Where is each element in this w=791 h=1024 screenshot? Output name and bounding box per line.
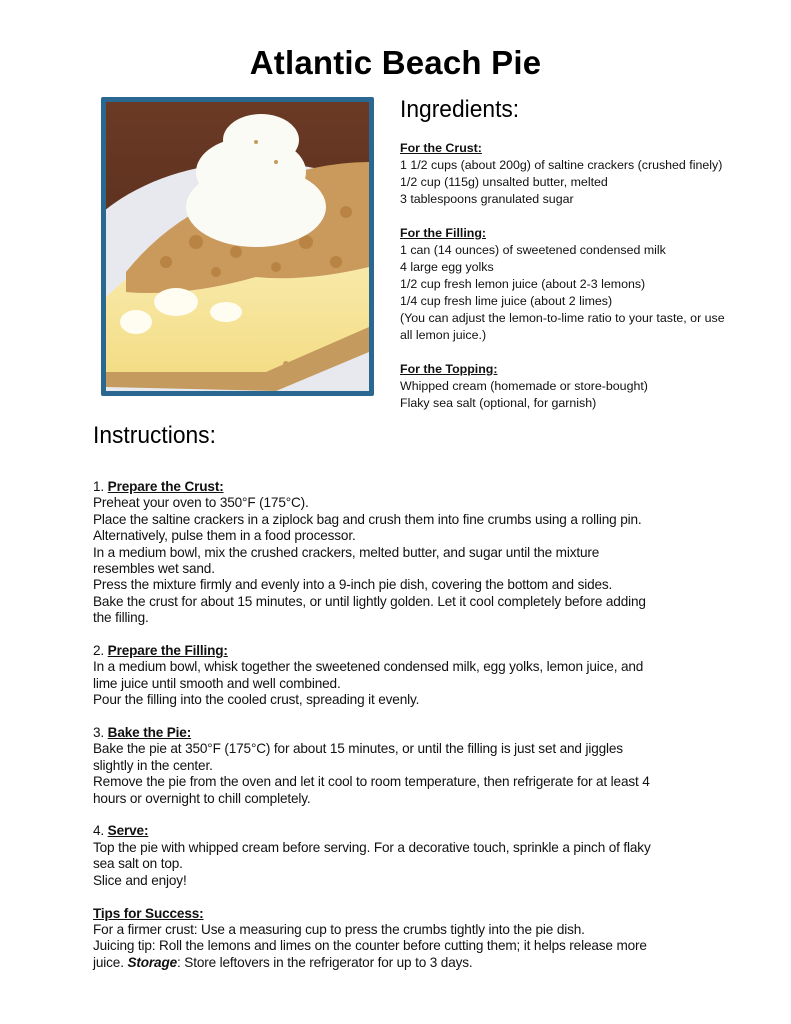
tips-section	[93, 906, 703, 972]
step-line: Press the mixture firmly and evenly into a 9-inch pie dish, covering the bottom and sides.	[93, 577, 613, 593]
step-line: Slice and enjoy!	[93, 872, 187, 888]
instructions-heading: Instructions:	[93, 422, 216, 449]
step-title: Prepare the Filling:	[107, 643, 228, 659]
tip-line: For a firmer crust: Use a measuring cup to press the crumbs tightly into the pie dish.	[93, 921, 585, 937]
ingredient-item: 1 can (14 ounces) of sweetened condensed milk	[400, 243, 666, 257]
ingredient-group-filling	[400, 225, 760, 344]
step-title: Serve:	[107, 823, 149, 839]
recipe-title: Atlantic Beach Pie	[249, 44, 542, 81]
tip-rest: : Store leftovers in the refrigerator for up to 3 days.	[177, 954, 473, 970]
step-line: the filling.	[93, 610, 149, 626]
ingredient-note: (You can adjust the lemon-to-lime ratio to your taste, or use	[400, 311, 725, 325]
ingredient-note: all lemon juice.)	[400, 328, 487, 342]
step-line: Remove the pie from the oven and let it cool to room temperature, then refrigerate for at least 4	[93, 774, 650, 790]
ingredients-heading: Ingredients:	[400, 96, 520, 123]
ingredient-item: 4 large egg yolks	[400, 260, 494, 274]
step-prepare-crust	[93, 479, 703, 627]
tip-line	[93, 955, 703, 971]
step-line: Bake the pie at 350°F (175°C) for about 15 minutes, or until the filling is just set and jiggles	[93, 741, 623, 757]
ingredient-item: 1 1/2 cups (about 200g) of saltine crackers (crushed finely)	[400, 158, 723, 172]
ingredients-list	[400, 140, 760, 429]
ingredient-item: 1/4 cup fresh lime juice (about 2 limes)	[400, 294, 613, 308]
step-bake-pie	[93, 725, 703, 807]
tip-prefix: juice.	[93, 954, 128, 970]
step-line: Place the saltine crackers in a ziplock bag and crush them into fine crumbs using a rolling pin.	[93, 511, 642, 527]
step-line: Top the pie with whipped cream before serving. For a decorative touch, sprinkle a pinch of flaky	[93, 839, 651, 855]
step-number: 3.	[93, 725, 108, 741]
ingredient-item: 3 tablespoons granulated sugar	[400, 192, 574, 206]
step-title: Prepare the Crust:	[107, 479, 224, 494]
step-line: Pour the filling into the cooled crust, spreading it evenly.	[93, 692, 420, 708]
step-line: In a medium bowl, mix the crushed crackers, melted butter, and sugar until the mixture	[93, 544, 600, 560]
step-line: Bake the crust for about 15 minutes, or until lightly golden. Let it cool completely before adding	[93, 593, 646, 609]
ingredient-item: 1/2 cup (115g) unsalted butter, melted	[400, 175, 608, 189]
pie-slice-image	[106, 102, 369, 391]
ingredient-item: 1/2 cup fresh lemon juice (about 2-3 lemons)	[400, 277, 646, 291]
step-line: In a medium bowl, whisk together the sweetened condensed milk, egg yolks, lemon juice, and	[93, 659, 644, 675]
pie-photo	[101, 97, 374, 396]
storage-emphasis: Storage	[127, 954, 178, 970]
step-line: hours or overnight to chill completely.	[93, 790, 311, 806]
group-title: For the Topping:	[400, 362, 498, 376]
step-number: 2.	[93, 643, 108, 659]
step-number: 4.	[93, 823, 108, 839]
step-prepare-filling	[93, 643, 703, 709]
step-line: lime juice until smooth and well combined.	[93, 675, 341, 691]
ingredient-item: Flaky sea salt (optional, for garnish)	[400, 396, 597, 410]
step-line: Alternatively, pulse them in a food processor.	[93, 528, 356, 544]
tips-title: Tips for Success:	[93, 905, 204, 921]
ingredient-group-crust	[400, 140, 760, 208]
step-title: Bake the Pie:	[107, 725, 192, 741]
step-number: 1.	[93, 479, 108, 494]
ingredient-item: Whipped cream (homemade or store-bought)	[400, 379, 648, 393]
step-serve	[93, 823, 703, 889]
step-line: resembles wet sand.	[93, 561, 215, 577]
step-line: slightly in the center.	[93, 757, 213, 773]
tip-line: Juicing tip: Roll the lemons and limes on the counter before cutting them; it helps release more	[93, 938, 647, 954]
group-title: For the Filling:	[400, 226, 487, 240]
ingredient-group-topping	[400, 361, 760, 412]
instructions-list	[93, 479, 703, 988]
step-line: Preheat your oven to 350°F (175°C).	[93, 495, 309, 511]
group-title: For the Crust:	[400, 141, 482, 155]
step-line: sea salt on top.	[93, 856, 183, 872]
